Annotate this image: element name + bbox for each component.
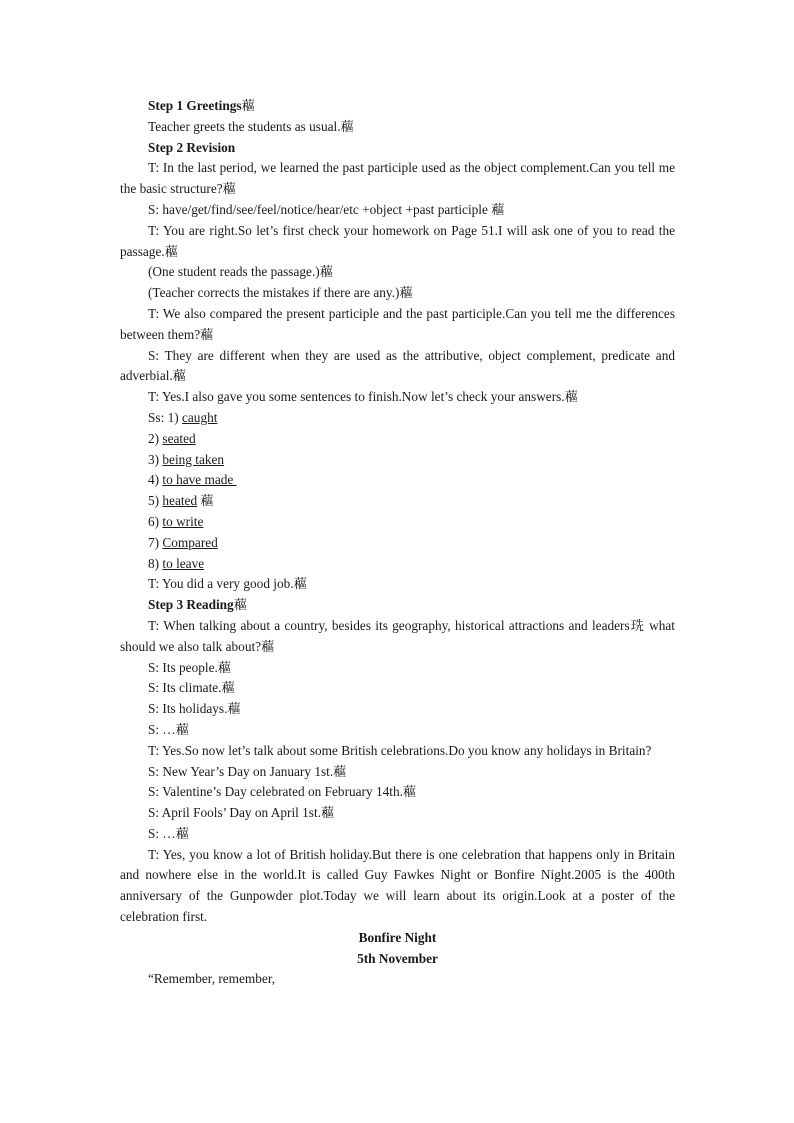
- step3-paragraph-1: T: When talking about a country, besides its geography, historical attractions and leaders珗 what should we also talk about?藲: [120, 617, 675, 654]
- answer-text: seated: [162, 430, 196, 446]
- step2-heading: [120, 138, 675, 159]
- answer-4: [120, 470, 675, 491]
- document-page: [120, 96, 675, 990]
- answer-5: [120, 491, 675, 512]
- answer-text: to leave: [162, 555, 205, 571]
- answer-3: [120, 450, 675, 471]
- poster-date: 5th November: [357, 950, 438, 966]
- poem-line-1: “Remember, remember,: [148, 971, 276, 987]
- step2-paragraph-4: (One student reads the passage.)藲: [148, 264, 333, 280]
- step3-paragraph-3: S: Its climate.藲: [148, 680, 235, 696]
- step3-paragraph-6: T: Yes.So now let’s talk about some British celebrations.Do you know any holidays in Britain?: [148, 742, 652, 758]
- answer-text: to have made: [162, 472, 237, 488]
- answer-2: [120, 429, 675, 450]
- step2-paragraph-7: S: They are different when they are used as the attributive, object complement, predicate and adverbial.藲: [120, 347, 675, 384]
- step2-paragraph-8: T: Yes.I also gave you some sentences to finish.Now let’s check your answers.藲: [148, 389, 578, 405]
- step3-heading-text: Step 3 Reading: [148, 597, 234, 613]
- answer-number: 7): [148, 534, 160, 550]
- answer-number: 4): [148, 472, 160, 488]
- step3-paragraph-8: S: Valentine’s Day celebrated on February 14th.藲: [148, 784, 417, 800]
- step3-paragraph-4: S: Its holidays.藲: [148, 701, 241, 717]
- answer-8: [120, 554, 675, 575]
- step3-paragraph-11: T: Yes, you know a lot of British holiday.But there is one celebration that happens only in Britain and nowhere else in the world.It is called Guy Fawkes Night or Bonfire Night.2005 is the 400th anniversary of the Gunpowder plot.Today we will learn about its origin.Look at a poster of the celebration first.: [120, 846, 675, 925]
- answer-6: [120, 512, 675, 533]
- answer-text: being taken: [162, 451, 225, 467]
- answer-number: 6): [148, 513, 160, 529]
- step2-paragraph-6: T: We also compared the present participle and the past participle.Can you tell me the differences between them?藲: [120, 305, 675, 342]
- step1-line1: Teacher greets the students as usual.藲: [148, 118, 354, 134]
- step3-paragraph-7: S: New Year’s Day on January 1st.藲: [148, 763, 347, 779]
- answer-7: [120, 533, 675, 554]
- answer-text: heated: [162, 493, 198, 509]
- answer-number: 8): [148, 555, 160, 571]
- answer-number: 3): [148, 451, 160, 467]
- answer-text: caught: [182, 409, 218, 425]
- answer-text: to write: [162, 513, 204, 529]
- step2-paragraph-9: T: You did a very good job.藲: [148, 576, 307, 592]
- step3-heading-mark: 藲: [233, 597, 247, 613]
- step3-paragraph-10: S: …藲: [148, 825, 190, 841]
- step2-paragraph-1: T: In the last period, we learned the past participle used as the object complement.Can you tell me the basic structure?藲: [120, 160, 675, 197]
- step2-paragraph-2: S: have/get/find/see/feel/notice/hear/etc +object +past participle 藲: [148, 201, 505, 217]
- step3-paragraph-2: S: Its people.藲: [148, 659, 232, 675]
- step2-paragraph-5: (Teacher corrects the mistakes if there are any.)藲: [148, 285, 413, 301]
- answer-number: 5): [148, 493, 160, 509]
- answer-number: 1): [167, 409, 179, 425]
- step1-heading-mark: 藲: [241, 98, 255, 113]
- step2-heading-text: Step 2 Revision: [148, 139, 236, 155]
- step1-heading: [120, 96, 675, 117]
- poster-title: Bonfire Night: [358, 929, 437, 945]
- answers-prefix: Ss:: [148, 409, 165, 425]
- step3-paragraph-9: S: April Fools’ Day on April 1st.藲: [148, 805, 335, 821]
- step1-heading-text: Step 1 Greetings: [148, 98, 242, 113]
- answer-text: Compared: [162, 534, 218, 550]
- step3-heading: [120, 595, 675, 616]
- answer-1: [120, 408, 675, 429]
- step2-paragraph-3: T: You are right.So let’s first check your homework on Page 51.I will ask one of you to read the passage.藲: [120, 222, 675, 259]
- answer-number: 2): [148, 430, 160, 446]
- answer-mark: 藲: [197, 493, 214, 509]
- step3-paragraph-5: S: …藲: [148, 721, 190, 737]
